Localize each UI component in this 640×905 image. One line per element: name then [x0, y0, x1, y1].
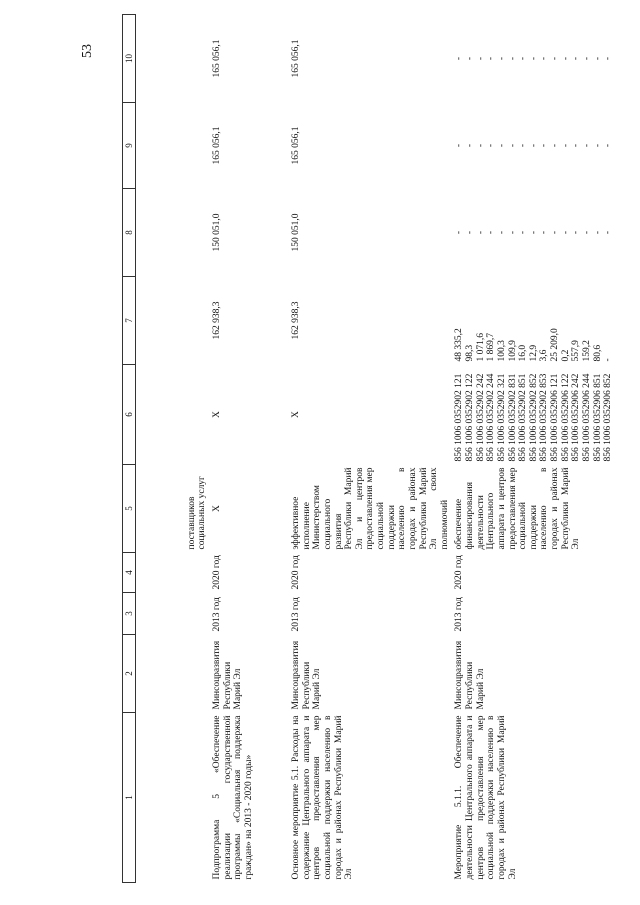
budget-code-line: 856 1006 0352906 244: [581, 373, 592, 462]
budget-code-line: 856 1006 0352906 121: [550, 373, 560, 462]
header-cell: 6: [123, 365, 136, 465]
row-executor: Минсоцразвития Республики Марий Эл: [212, 640, 244, 710]
dash-line: -: [539, 143, 550, 148]
amount-line: 109,9: [507, 340, 518, 362]
row-code: Х: [212, 411, 222, 418]
header-cell: 3: [123, 593, 136, 635]
row-value-10: 165 056,1: [212, 39, 222, 78]
dash-line: -: [592, 230, 603, 235]
row-name: Основное мероприятие 5.1. Расходы на содержание Центрального аппарата и центров предоставления мер социальной поддержки населению в городах и районах Республики Марий Эл: [291, 715, 355, 880]
dash-line: -: [486, 56, 497, 61]
row-end: 2020 год: [454, 555, 465, 590]
dash-line: -: [496, 143, 507, 148]
rotated-table-container: [122, 15, 614, 883]
budget-code-line: 856 1006 0352906 242: [571, 373, 582, 462]
table-row: [452, 15, 615, 883]
dash-line: -: [486, 230, 497, 235]
amount-line: 1 071,6: [475, 333, 486, 362]
dash-line: -: [475, 56, 486, 61]
dash-line: -: [603, 56, 614, 61]
header-cell: 4: [123, 553, 136, 593]
dash-line: -: [550, 56, 560, 61]
budget-codes-cell: [452, 365, 615, 465]
budget-code-line: 856 1006 0352906 852: [603, 373, 614, 462]
budget-code-line: 856 1006 0352902 321: [496, 373, 507, 462]
continuation-row: [136, 15, 211, 883]
amount-line: 48 335,2: [454, 328, 465, 362]
budget-code-line: 856 1006 0352902 851: [518, 373, 529, 462]
dash-line: -: [507, 143, 518, 148]
dash-line: -: [518, 56, 529, 61]
dash-line: -: [454, 56, 465, 61]
header-cell: 5: [123, 465, 136, 553]
dash-line: -: [507, 56, 518, 61]
row-end: 2020 год: [212, 555, 222, 590]
dash-line: -: [465, 56, 475, 61]
amount-line: -: [603, 358, 614, 362]
dash-line: -: [518, 230, 529, 235]
dash-line: -: [539, 56, 550, 61]
dash-line: -: [507, 230, 518, 235]
dash-line: -: [465, 230, 475, 235]
budget-code-line: 856 1006 0352902 242: [475, 373, 486, 462]
row-value-8: 150 051,0: [212, 213, 222, 252]
dash-line: -: [465, 143, 475, 148]
header-cell: 9: [123, 103, 136, 189]
amount-line: 159,2: [581, 340, 592, 362]
table-header-row: [123, 15, 136, 883]
dash-line: -: [571, 143, 582, 148]
budget-code-line: 856 1006 0352902 244: [486, 373, 497, 462]
amount-line: 3,6: [539, 349, 550, 362]
dash-line: -: [603, 143, 614, 148]
continuation-text: поставщиков социальных услуг: [186, 476, 208, 550]
dash-line: -: [581, 230, 592, 235]
dash-line: -: [581, 56, 592, 61]
row-start: 2013 год: [212, 597, 222, 632]
row-value-9: 165 056,1: [212, 126, 222, 165]
dash-line: -: [581, 143, 592, 148]
amount-line: 12,9: [528, 344, 539, 362]
dash-line: -: [486, 143, 497, 148]
amount-line: 16,0: [518, 344, 529, 362]
row-executor: Минсоцразвития Республики Марий Эл: [454, 640, 486, 710]
row-value-7: 162 938,3: [291, 301, 301, 340]
dash-line: -: [475, 143, 486, 148]
dash-line: -: [560, 230, 571, 235]
header-cell: 10: [123, 15, 136, 103]
table-row: [210, 15, 289, 883]
dash-line: -: [550, 143, 560, 148]
amount-line: 0,2: [560, 349, 571, 362]
row-name: Мероприятие 5.1.1. Обеспечение деятельности Центрального аппарата и центров предоставления мер социальной поддержки населению в городах и районах Республики Марий Эл: [454, 715, 518, 880]
dash-line: -: [560, 56, 571, 61]
page-number: 53: [80, 44, 95, 58]
row-value-10: 165 056,1: [291, 39, 301, 78]
program-table: [122, 14, 616, 883]
budget-code-line: 856 1006 0352902 122: [465, 373, 475, 462]
amount-line: 557,9: [571, 340, 582, 362]
amounts-cell: [452, 277, 615, 365]
dash-line: -: [518, 143, 529, 148]
dash-line: -: [550, 230, 560, 235]
dash-line: -: [592, 56, 603, 61]
budget-code-line: 856 1006 0352902 121: [454, 373, 465, 462]
row-value-8: 150 051,0: [291, 213, 301, 252]
header-cell: 2: [123, 635, 136, 713]
header-cell: 1: [123, 713, 136, 883]
row-start: 2013 год: [454, 597, 465, 632]
dash-line: -: [592, 143, 603, 148]
amount-line: 100,3: [496, 340, 507, 362]
amount-line: 98,3: [465, 344, 475, 362]
amount-line: 80,6: [592, 344, 603, 362]
dash-cell-10: [452, 15, 615, 103]
budget-code-line: 856 1006 0352906 122: [560, 373, 571, 462]
budget-code-line: 856 1006 0352902 853: [539, 373, 550, 462]
row-result: Х: [212, 505, 222, 512]
table-row: [289, 15, 452, 883]
dash-line: -: [528, 143, 539, 148]
dash-line: -: [528, 230, 539, 235]
dash-line: -: [571, 56, 582, 61]
row-value-9: 165 056,1: [291, 126, 301, 165]
row-result: эффективное исполнение Министерством социального развития Республики Марий Эл и центров предоставления мер социальной поддержки населению в городах и районах Республики Марий Эл своих полномочий: [291, 467, 450, 550]
row-name: Подпрограмма 5 «Обеспечение реализации государственной программы «Социальная поддержка граждан» на 2013 - 2020 годы»: [212, 715, 254, 880]
budget-code-line: 856 1006 0352902 852: [528, 373, 539, 462]
amount-line: 25 209,0: [550, 328, 560, 362]
dash-line: -: [571, 230, 582, 235]
header-cell: 7: [123, 277, 136, 365]
row-executor: Минсоцразвития Республики Марий Эл: [291, 640, 323, 710]
dash-line: -: [603, 230, 614, 235]
row-start: 2013 год: [291, 597, 301, 632]
amount-line: 1 869,7: [486, 333, 497, 362]
dash-cell-8: [452, 189, 615, 277]
row-value-7: 162 938,3: [212, 301, 222, 340]
header-cell: 8: [123, 189, 136, 277]
dash-line: -: [496, 56, 507, 61]
dash-line: -: [454, 230, 465, 235]
budget-code-line: 856 1006 0352902 831: [507, 373, 518, 462]
budget-code-line: 856 1006 0352906 851: [592, 373, 603, 462]
dash-line: -: [560, 143, 571, 148]
dash-line: -: [496, 230, 507, 235]
dash-line: -: [475, 230, 486, 235]
dash-cell-9: [452, 103, 615, 189]
row-end: 2020 год: [291, 555, 301, 590]
row-code: Х: [291, 411, 301, 418]
row-result: обеспечение финансирования деятельности Центрального аппарата и центров предоставления мер социальной поддержки населению в городах и районах Республики Марий Эл: [454, 467, 582, 550]
dash-line: -: [528, 56, 539, 61]
dash-line: -: [539, 230, 550, 235]
dash-line: -: [454, 143, 465, 148]
